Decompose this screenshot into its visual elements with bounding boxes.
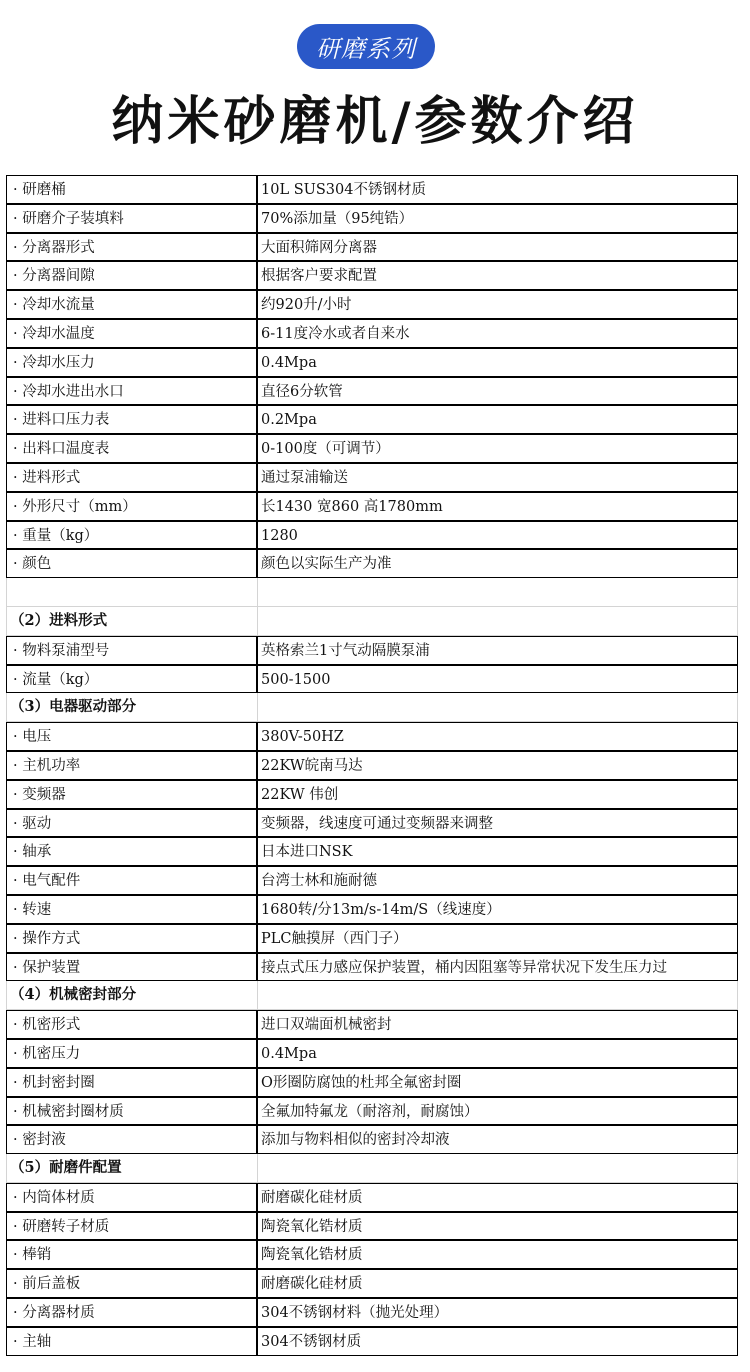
spec-value: 500-1500: [258, 665, 738, 694]
spec-label: · 进料形式: [6, 463, 258, 492]
spec-row: [0, 722, 750, 751]
spec-row: [0, 751, 750, 780]
spec-value: 10L SUS304不锈钢材质: [258, 175, 738, 204]
spec-row: [0, 665, 750, 694]
spec-label: · 驱动: [6, 809, 258, 838]
spec-label: · 研磨桶: [6, 175, 258, 204]
spec-value: 6-11度冷水或者自来水: [258, 319, 738, 348]
spec-label: · 操作方式: [6, 924, 258, 953]
spec-label: · 前后盖板: [6, 1269, 258, 1298]
spec-label: · 出料口温度表: [6, 434, 258, 463]
spec-value: 接点式压力感应保护装置，桶内因阻塞等异常状况下发生压力过: [258, 953, 738, 982]
spec-label: · 流量（kg）: [6, 665, 258, 694]
section-header-row: [0, 981, 750, 1010]
spec-value: 陶瓷氧化锆材质: [258, 1240, 738, 1269]
spec-row: [0, 1240, 750, 1269]
section-header-row: [0, 693, 750, 722]
spec-row: [0, 1183, 750, 1212]
spec-value: O形圈防腐蚀的杜邦全氟密封圈: [258, 1068, 738, 1097]
spec-value: [258, 693, 738, 722]
spec-row: [0, 895, 750, 924]
section-header-row: [0, 607, 750, 636]
spec-row: [0, 1298, 750, 1327]
spec-value: 22KW皖南马达: [258, 751, 738, 780]
spec-label: · 主轴: [6, 1327, 258, 1356]
spec-label: · 冷却水流量: [6, 290, 258, 319]
spec-row: [0, 204, 750, 233]
spec-label: · 物料泵浦型号: [6, 636, 258, 665]
spec-label: · 电气配件: [6, 866, 258, 895]
spec-value: 70%添加量（95纯锆）: [258, 204, 738, 233]
spec-label: · 进料口压力表: [6, 405, 258, 434]
spec-label: · 研磨介子装填料: [6, 204, 258, 233]
spec-row: [0, 521, 750, 550]
spec-row: [0, 1097, 750, 1126]
spec-value: 进口双端面机械密封: [258, 1010, 738, 1039]
page-title: 纳米砂磨机/参数介绍: [111, 92, 639, 152]
spec-value: [258, 1154, 738, 1183]
spec-label: · 机密压力: [6, 1039, 258, 1068]
spec-value: 0.2Mpa: [258, 405, 738, 434]
spec-row: [0, 290, 750, 319]
spec-row: [0, 780, 750, 809]
section-title: （5）耐磨件配置: [6, 1154, 258, 1183]
spec-row: [0, 434, 750, 463]
spec-row: [0, 837, 750, 866]
spec-row: [0, 953, 750, 982]
spec-row: [0, 1269, 750, 1298]
spec-row: [0, 1039, 750, 1068]
spec-label: · 冷却水温度: [6, 319, 258, 348]
spec-value: [258, 607, 738, 636]
spec-label: · 分离器材质: [6, 1298, 258, 1327]
spec-table: [0, 175, 750, 1356]
spec-value: 0-100度（可调节）: [258, 434, 738, 463]
spec-value: 变频器，线速度可通过变频器来调整: [258, 809, 738, 838]
spec-label: · 棒销: [6, 1240, 258, 1269]
spec-value: [258, 578, 738, 607]
spec-value: 304不锈钢材料（抛光处理）: [258, 1298, 738, 1327]
spec-label: · 分离器形式: [6, 233, 258, 262]
spec-row: [0, 405, 750, 434]
spec-row: [0, 1125, 750, 1154]
spec-value: 耐磨碳化硅材质: [258, 1183, 738, 1212]
spec-row: [0, 463, 750, 492]
spec-value: 22KW 伟创: [258, 780, 738, 809]
spec-value: 陶瓷氧化锆材质: [258, 1212, 738, 1241]
spec-label: · 变频器: [6, 780, 258, 809]
spec-value: 380V-50HZ: [258, 722, 738, 751]
spec-label: · 保护装置: [6, 953, 258, 982]
spec-row: [0, 1068, 750, 1097]
spec-row: [0, 636, 750, 665]
spec-row: [0, 809, 750, 838]
spec-label: [6, 578, 258, 607]
spec-row: [0, 1010, 750, 1039]
spec-label: · 冷却水压力: [6, 348, 258, 377]
spec-label: · 轴承: [6, 837, 258, 866]
spec-row: [0, 261, 750, 290]
spec-label: · 转速: [6, 895, 258, 924]
spec-label: · 内筒体材质: [6, 1183, 258, 1212]
spec-value: 添加与物料相似的密封冷却液: [258, 1125, 738, 1154]
spec-row: [0, 377, 750, 406]
spec-value: 约920升/小时: [258, 290, 738, 319]
section-title: （3）电器驱动部分: [6, 693, 258, 722]
spec-label: · 主机功率: [6, 751, 258, 780]
spec-value: 耐磨碳化硅材质: [258, 1269, 738, 1298]
section-title: （2）进料形式: [6, 607, 258, 636]
spec-value: 直径6分软管: [258, 377, 738, 406]
spec-value: 大面积筛网分离器: [258, 233, 738, 262]
spec-label: · 机械密封圈材质: [6, 1097, 258, 1126]
blank-row: [0, 578, 750, 607]
spec-label: · 外形尺寸（mm）: [6, 492, 258, 521]
spec-row: [0, 1212, 750, 1241]
spec-row: [0, 348, 750, 377]
spec-value: 通过泵浦输送: [258, 463, 738, 492]
spec-row: [0, 1327, 750, 1356]
spec-label: · 重量（kg）: [6, 521, 258, 550]
spec-value: 英格索兰1寸气动隔膜泵浦: [258, 636, 738, 665]
spec-value: 根据客户要求配置: [258, 261, 738, 290]
spec-value: 长1430 宽860 高1780mm: [258, 492, 738, 521]
series-badge: 研磨系列: [297, 24, 435, 69]
spec-value: 1680转/分13m/s-14m/S（线速度）: [258, 895, 738, 924]
spec-value: 0.4Mpa: [258, 1039, 738, 1068]
spec-label: · 电压: [6, 722, 258, 751]
spec-value: 日本进口NSK: [258, 837, 738, 866]
spec-value: 304不锈钢材质: [258, 1327, 738, 1356]
spec-label: · 密封液: [6, 1125, 258, 1154]
spec-row: [0, 866, 750, 895]
spec-value: 台湾士林和施耐德: [258, 866, 738, 895]
spec-value: PLC触摸屏（西门子）: [258, 924, 738, 953]
spec-label: · 冷却水进出水口: [6, 377, 258, 406]
spec-row: [0, 319, 750, 348]
spec-label: · 颜色: [6, 549, 258, 578]
spec-row: [0, 233, 750, 262]
spec-row: [0, 492, 750, 521]
section-title: （4）机械密封部分: [6, 981, 258, 1010]
spec-value: 0.4Mpa: [258, 348, 738, 377]
spec-label: · 机封密封圈: [6, 1068, 258, 1097]
spec-value: 全氟加特氟龙（耐溶剂，耐腐蚀）: [258, 1097, 738, 1126]
spec-row: [0, 549, 750, 578]
spec-label: · 分离器间隙: [6, 261, 258, 290]
spec-row: [0, 175, 750, 204]
spec-label: · 机密形式: [6, 1010, 258, 1039]
spec-row: [0, 924, 750, 953]
spec-label: · 研磨转子材质: [6, 1212, 258, 1241]
spec-value: 颜色以实际生产为准: [258, 549, 738, 578]
section-header-row: [0, 1154, 750, 1183]
spec-value: 1280: [258, 521, 738, 550]
spec-value: [258, 981, 738, 1010]
